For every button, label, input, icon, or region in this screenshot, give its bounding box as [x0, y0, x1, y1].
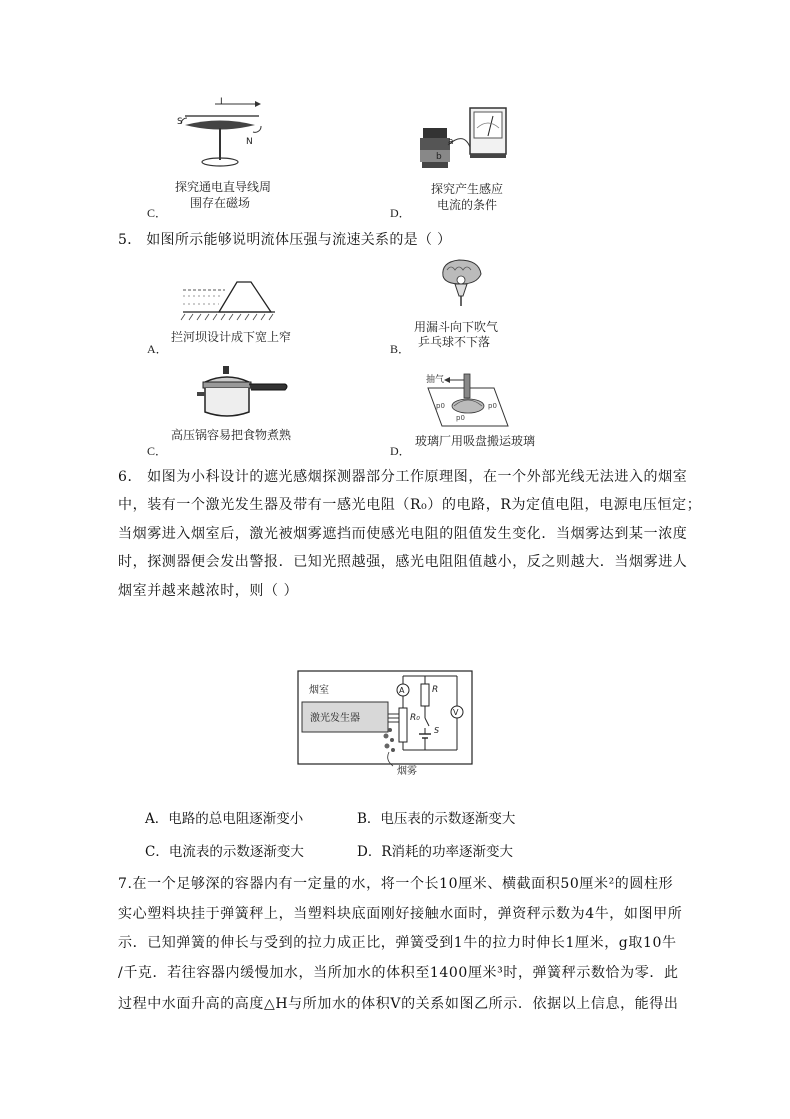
option-letter-5b: B． — [390, 342, 411, 356]
svg-text:p0: p0 — [488, 402, 497, 410]
caption-c-line2: 围存在磁场 — [190, 196, 251, 210]
q6-line-1: 6． 如图为小科设计的遮光感烟探测器部分工作原理图，在一个外部光线无法进入的烟室 — [118, 469, 688, 485]
option-letter-5c: C． — [147, 444, 168, 458]
svg-text:p0: p0 — [436, 402, 445, 410]
label-smoke: 烟雾 — [397, 766, 417, 777]
q7-line-3: 示．已知弹簧的伸长与受到的拉力成正比，弹簧受到1牛的拉力时伸长1厘米，g取10牛 — [118, 935, 677, 951]
option-letter-d: D． — [390, 206, 411, 220]
option-letter-c: C． — [147, 206, 168, 220]
label-smoke-room: 烟室 — [309, 685, 329, 696]
caption-d-line1: 探究产生感应 — [431, 182, 504, 196]
label-pole-s: S — [177, 117, 183, 127]
dam-illustration — [183, 278, 278, 328]
q6-option-d[interactable]: D．R消耗的功率逐渐变大 — [357, 844, 513, 860]
magnet-galvanometer-illustration — [415, 100, 515, 185]
label-resistor-r: R — [432, 685, 439, 695]
label-pump: 抽气 — [426, 375, 445, 385]
q6-line-4: 时，探测器便会发出警报．已知光照越强，感光电阻阻值越小，反之则越大．当烟雾进人 — [118, 554, 688, 570]
caption-5c: 高压锅容易把食物煮熟 — [171, 428, 292, 442]
caption-5b-line2: 乒乓球不下落 — [418, 335, 491, 349]
caption-5b-line1: 用漏斗向下吹气 — [414, 320, 499, 334]
caption-5a: 拦河坝设计成下宽上窄 — [171, 330, 292, 344]
label-resistor-r0: R₀ — [410, 713, 420, 723]
option-letter-5d: D． — [390, 444, 411, 458]
label-current-i: I — [220, 97, 223, 107]
label-voltmeter: V — [453, 708, 459, 717]
q7-line-4: /千克．若往容器内缓慢加水，当所加水的体积至1400厘米³时，弹簧秤示数恰为零．此 — [118, 965, 679, 981]
caption-c-line1: 探究通电直导线周 — [175, 180, 272, 194]
q6-option-a[interactable]: A．电路的总电阻逐渐变小 — [145, 811, 304, 827]
label-wire-b: b — [436, 152, 442, 162]
label-ammeter: A — [399, 686, 405, 695]
svg-text:p0: p0 — [456, 414, 465, 422]
q6-option-b[interactable]: B．电压表的示数逐渐变大 — [357, 811, 516, 827]
option-letter-5a: A． — [147, 342, 168, 356]
funnel-ball-illustration — [437, 258, 487, 318]
label-wire-a: a — [448, 137, 454, 147]
q6-line-5: 烟室并越来越浓时，则（ ） — [118, 583, 299, 599]
label-laser: 激光发生器 — [310, 713, 360, 724]
q6-option-c[interactable]: C．电流表的示数逐渐变大 — [145, 844, 304, 860]
q7-line-2: 实心塑料块挂于弹簧秤上，当塑料块底面刚好接触水面时，弹资秤示数为4牛，如图甲所 — [118, 906, 683, 922]
question-5-stem: 5． 如图所示能够说明流体压强与流速关系的是（ ） — [118, 232, 452, 248]
label-pole-n: N — [246, 137, 253, 147]
caption-d-line2: 电流的条件 — [437, 198, 498, 212]
q7-line-1: 7.在一个足够深的容器内有一定量的水，将一个长10厘米、横截面积50厘米²的圆柱形 — [118, 876, 674, 892]
label-switch-s: S — [434, 726, 440, 735]
q6-line-2: 中，装有一个激光发生器及带有一感光电阻（R₀）的电路，R为定值电阻，电源电压恒定； — [118, 497, 702, 513]
pressure-cooker-illustration — [197, 364, 292, 426]
q7-line-5: 过程中水面升高的高度△H与所加水的体积V的关系如图乙所示．依据以上信息，能得出 — [118, 996, 679, 1012]
q6-line-3: 当烟雾进入烟室后，激光被烟雾遮挡而使感光电阻的阻值发生变化．当烟雾达到某一浓度 — [118, 526, 688, 542]
caption-5d: 玻璃厂用吸盘搬运玻璃 — [415, 434, 536, 448]
